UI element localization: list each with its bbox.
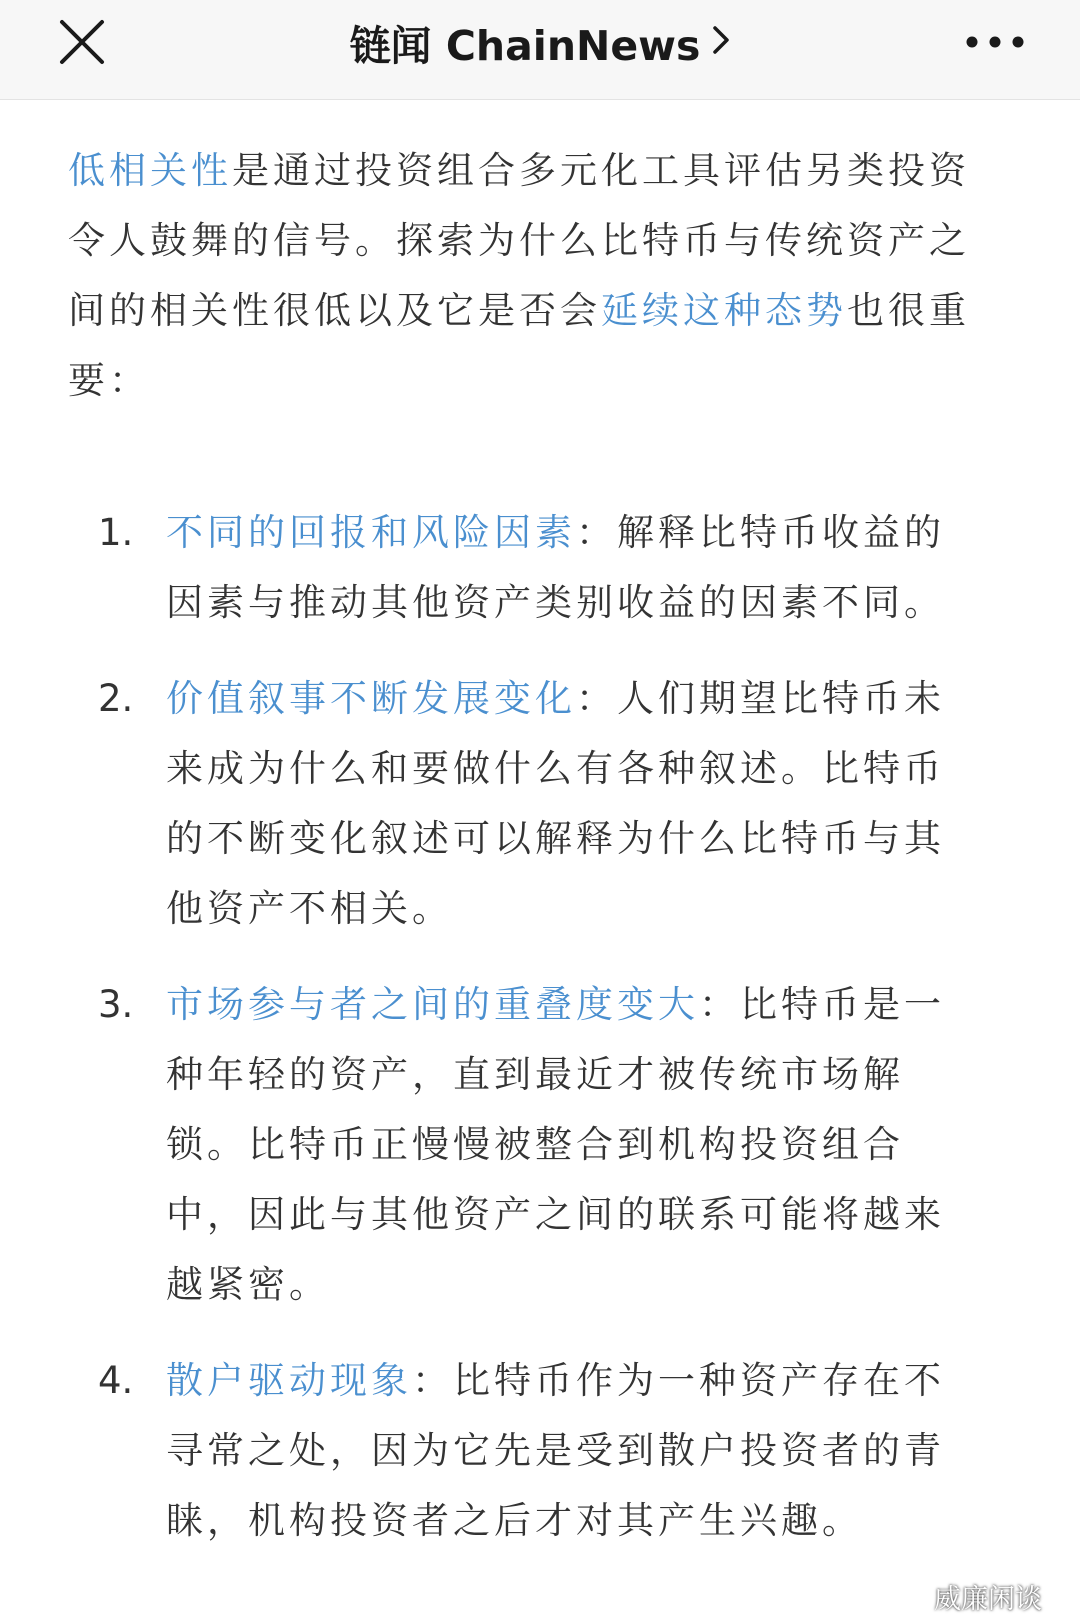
wechat-icon: [888, 1582, 926, 1612]
close-button[interactable]: [54, 14, 110, 70]
intro-text-2: 也很重要：: [68, 289, 970, 402]
list-item-text: [166, 1346, 984, 1556]
list-number: 4.: [98, 1359, 134, 1402]
list-number: 3.: [98, 983, 134, 1026]
list-item: [68, 970, 1008, 1320]
list-item-text: [166, 970, 984, 1320]
list-item-link[interactable]: 价值叙事不断发展变化: [166, 677, 576, 720]
list-item-link[interactable]: 不同的回报和风险因素: [166, 511, 576, 554]
intro-link-continue-trend[interactable]: 延续这种态势: [601, 289, 847, 332]
page-title: 链闻 ChainNews: [349, 21, 701, 70]
intro-link-low-correlation[interactable]: 低相关性: [68, 149, 232, 192]
close-icon: [54, 14, 110, 70]
list-item: [68, 1346, 1008, 1556]
list-number: 1.: [98, 511, 134, 554]
intro-paragraph: [68, 136, 1008, 416]
watermark-text: 威廉闲谈: [934, 1584, 1042, 1615]
list-item-body: ：解释比特币收益的因素与推动其他资产类别收益的因素不同。: [166, 511, 945, 624]
watermark: [888, 1577, 1042, 1616]
chevron-right-icon: [712, 25, 730, 59]
more-button[interactable]: [960, 20, 1030, 64]
list-item: [68, 498, 1008, 638]
list-item-link[interactable]: 市场参与者之间的重叠度变大: [166, 983, 699, 1026]
top-bar: [0, 0, 1080, 100]
numbered-list: [68, 498, 1008, 1556]
list-number: 2.: [98, 677, 134, 720]
list-item-body: ：人们期望比特币未来成为什么和要做什么有各种叙述。比特币的不断变化叙述可以解释为什么比特币与其他资产不相关。: [166, 677, 945, 930]
list-item-text: [166, 664, 984, 944]
article-content: [68, 136, 1008, 1582]
list-item: [68, 664, 1008, 944]
list-item-link[interactable]: 散户驱动现象: [166, 1359, 412, 1402]
intro-text-1: 是通过投资组合多元化工具评估另类投资令人鼓舞的信号。探索为什么比特币与传统资产之间的相关性很低以及它是否会: [68, 149, 970, 332]
list-item-body: ：比特币作为一种资产存在不寻常之处，因为它先是受到散户投资者的青睐，机构投资者之后才对其产生兴趣。: [166, 1359, 945, 1542]
list-item-text: [166, 498, 984, 638]
list-item-body: ：比特币是一种年轻的资产，直到最近才被传统市场解锁。比特币正慢慢被整合到机构投资组合中，因此与其他资产之间的联系可能将越来越紧密。: [166, 983, 945, 1306]
more-horizontal-icon: [960, 20, 1030, 64]
account-title-link[interactable]: [200, 10, 880, 74]
